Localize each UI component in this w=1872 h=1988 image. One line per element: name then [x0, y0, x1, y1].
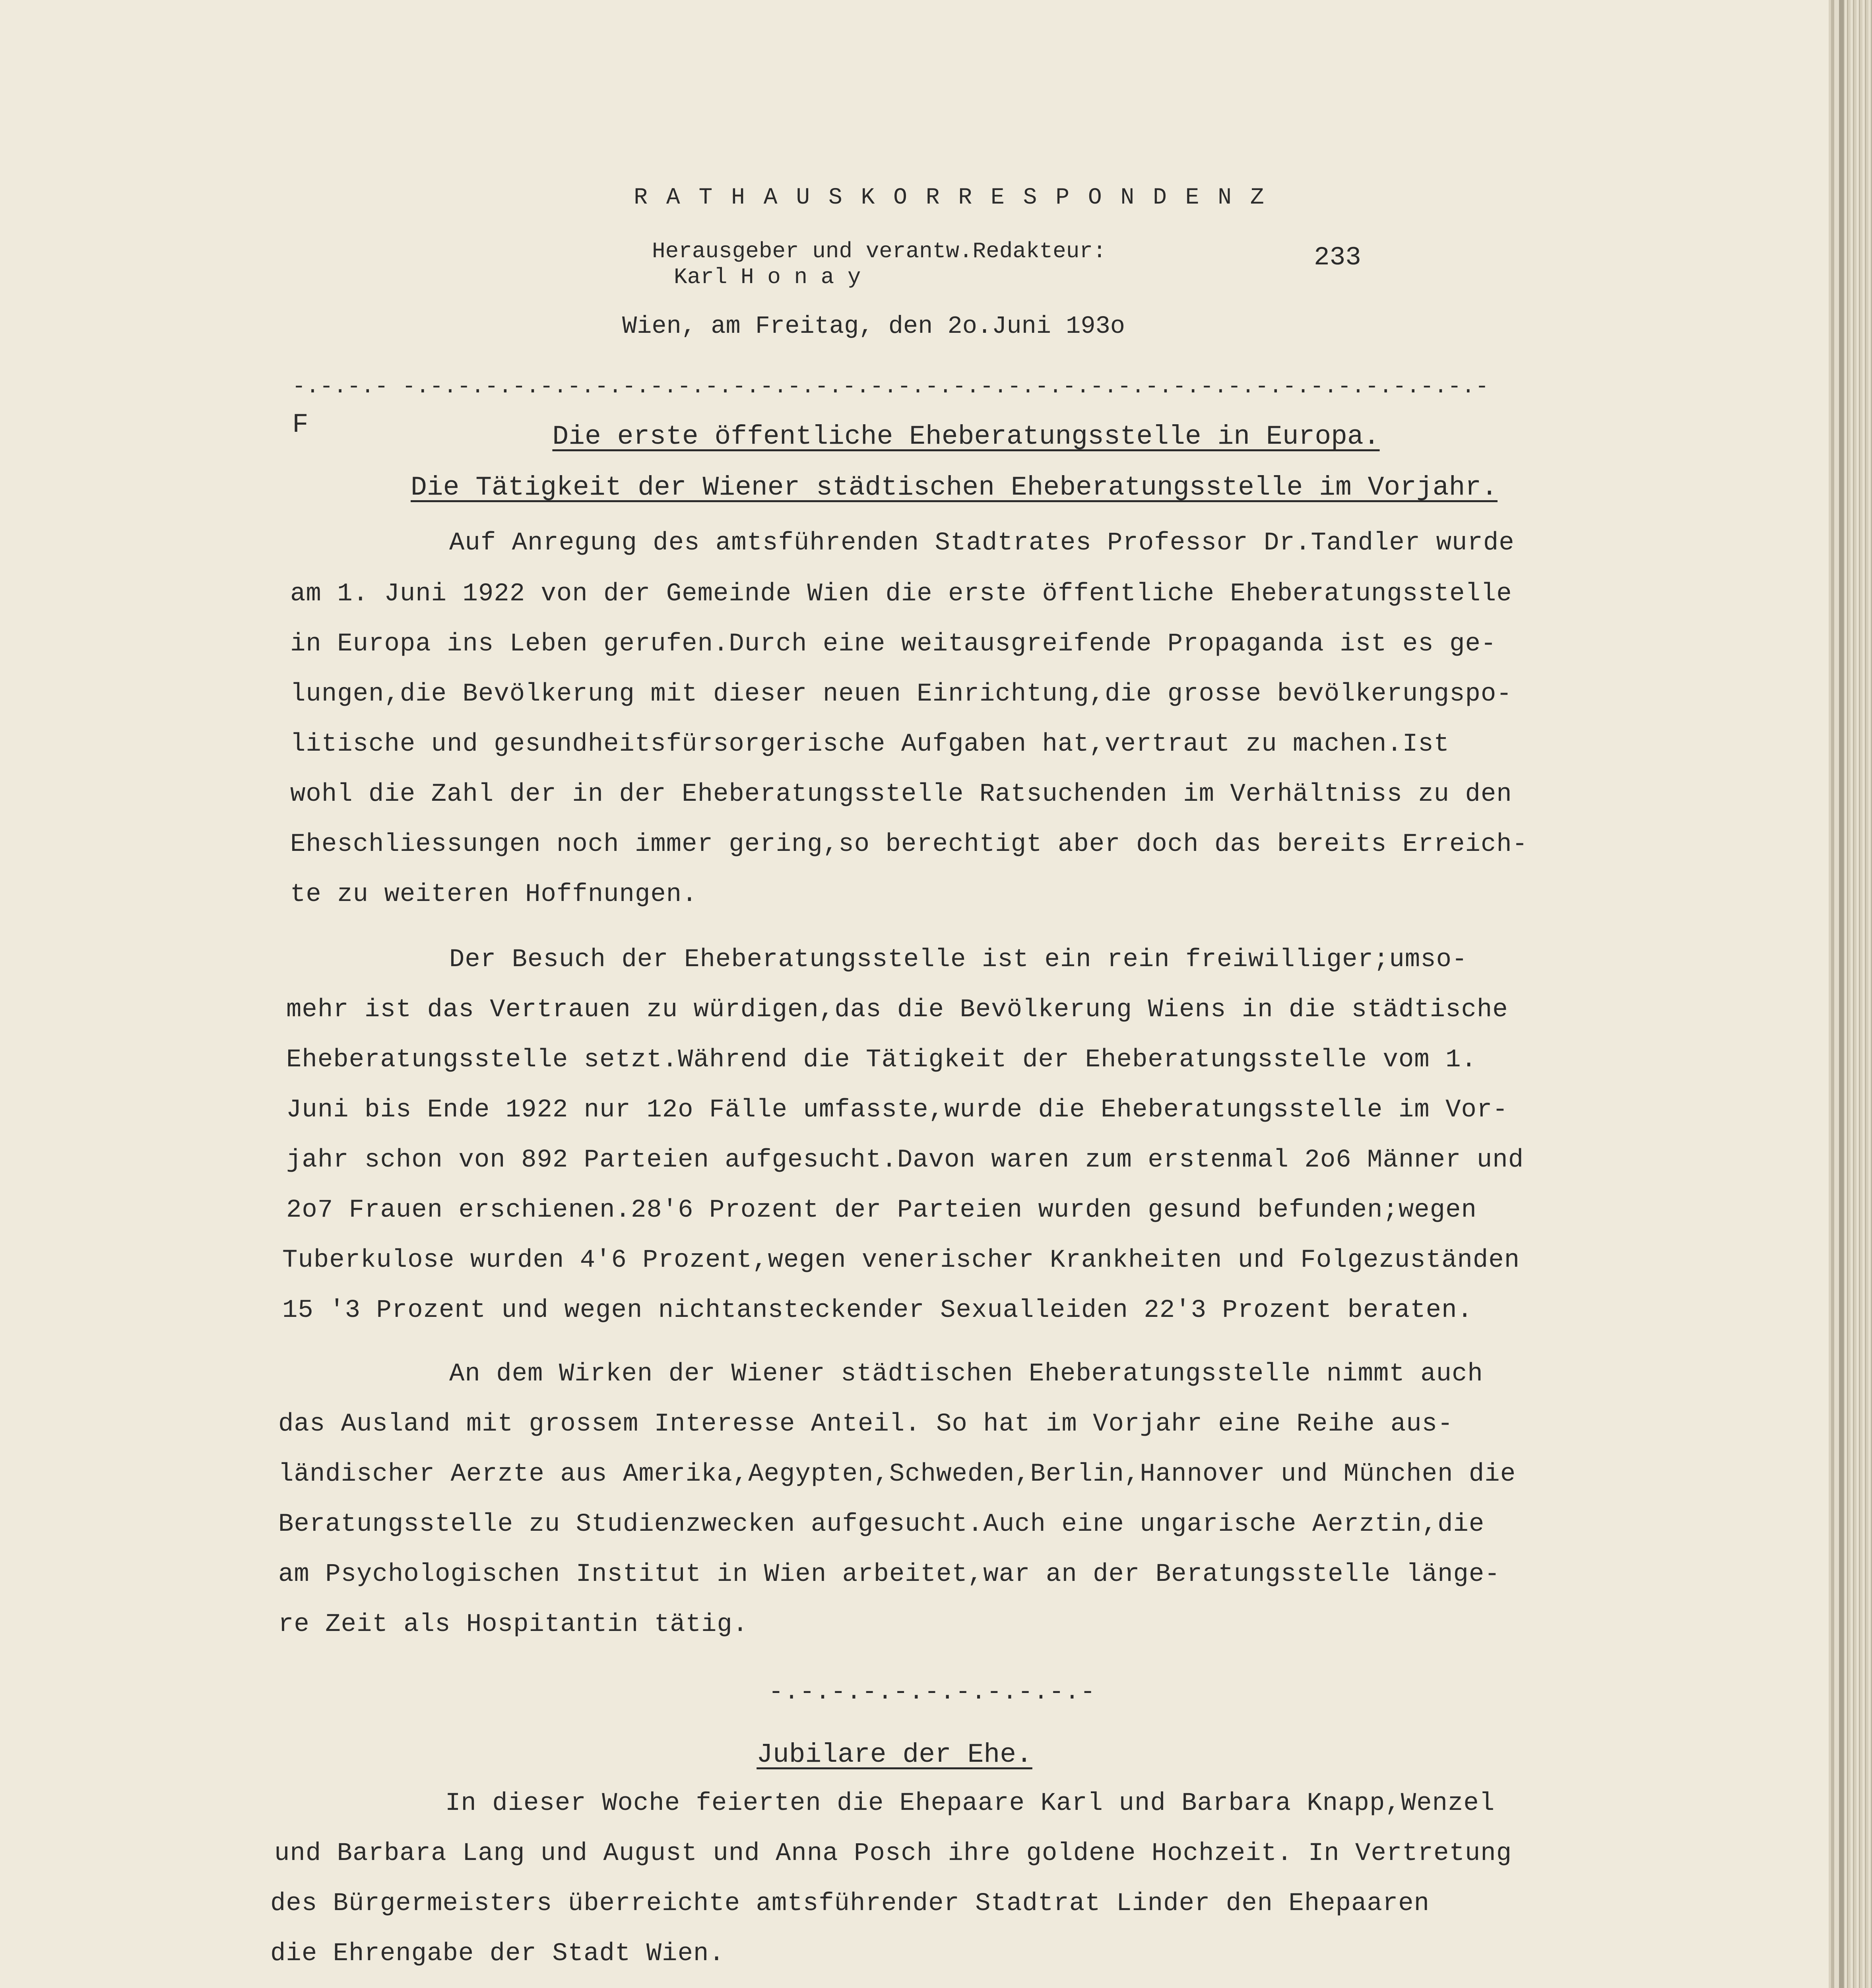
text-line: re Zeit als Hospitantin tätig. — [278, 1610, 749, 1639]
text-line: Der Besuch der Eheberatungsstelle ist ein rein freiwilliger;umso- — [449, 945, 1468, 974]
text-line: und Barbara Lang und August und Anna Posch ihre goldene Hochzeit. In Vertretung — [274, 1839, 1512, 1868]
text-line: 15 '3 Prozent und wegen nichtansteckender Sexualleiden 22'3 Prozent beraten. — [282, 1296, 1473, 1325]
text-line: lungen,die Bevölkerung mit dieser neuen Einrichtung,die grosse bevölkerungspo- — [290, 680, 1512, 709]
text-line: jahr schon von 892 Parteien aufgesucht.Davon waren zum erstenmal 2o6 Männer und — [286, 1146, 1524, 1175]
text-line: mehr ist das Vertrauen zu würdigen,das die Bevölkerung Wiens in die städtische — [286, 996, 1508, 1024]
section-marker: F — [292, 410, 308, 440]
page-stack-edge — [1845, 0, 1872, 1988]
issue-date: Wien, am Freitag, den 2o.Juni 193o — [622, 312, 1125, 340]
article-subheadline: Die Tätigkeit der Wiener städtischen Eheberatungsstelle im Vorjahr. — [410, 472, 1498, 503]
text-line: am 1. Juni 1922 von der Gemeinde Wien die erste öffentliche Eheberatungsstelle — [290, 580, 1512, 608]
masthead-title: R A T H A U S K O R R E S P O N D E N Z — [634, 185, 1267, 211]
text-line: das Ausland mit grossem Interesse Anteil. So hat im Vorjahr eine Reihe aus- — [278, 1410, 1453, 1439]
text-line: in Europa ins Leben gerufen.Durch eine weitausgreifende Propaganda ist es ge- — [290, 630, 1497, 658]
text-line: Beratungsstelle zu Studienzwecken aufgesucht.Auch eine ungarische Aerztin,die — [278, 1510, 1485, 1539]
masthead-editor: Karl H o n a y — [674, 264, 861, 290]
text-line: te zu weiteren Hoffnungen. — [290, 880, 698, 909]
text-line: An dem Wirken der Wiener städtischen Eheberatungsstelle nimmt auch — [449, 1360, 1483, 1388]
text-line: In dieser Woche feierten die Ehepaare Karl und Barbara Knapp,Wenzel — [445, 1789, 1495, 1818]
text-line: des Bürgermeisters überreichte amtsführender Stadtrat Linder den Ehepaaren — [270, 1889, 1430, 1918]
text-line: Auf Anregung des amtsführenden Stadtrates Professor Dr.Tandler wurde — [449, 529, 1515, 557]
text-line: am Psychologischen Institut in Wien arbeitet,war an der Beratungsstelle länge- — [278, 1560, 1500, 1589]
text-line: Eheberatungsstelle setzt.Während die Tätigkeit der Eheberatungsstelle vom 1. — [286, 1046, 1477, 1074]
text-line: ländischer Aerzte aus Amerika,Aegypten,Schweden,Berlin,Hannover und München die — [278, 1460, 1516, 1489]
text-line: Eheschliessungen noch immer gering,so berechtigt aber doch das bereits Erreich- — [290, 830, 1528, 859]
text-line: Tuberkulose wurden 4'6 Prozent,wegen venerischer Krankheiten und Folgezuständen — [282, 1246, 1520, 1275]
text-line: 2o7 Frauen erschienen.28'6 Prozent der Parteien wurden gesund befunden;wegen — [286, 1196, 1477, 1225]
page-number: 233 — [1314, 243, 1361, 272]
text-line: wohl die Zahl der in der Eheberatungsstelle Ratsuchenden im Verhältniss zu den — [290, 780, 1512, 809]
text-line: die Ehrengabe der Stadt Wien. — [270, 1939, 725, 1968]
jubilee-headline: Jubilare der Ehe. — [757, 1740, 1032, 1770]
masthead-publisher: Herausgeber und verantw.Redakteur: — [652, 239, 1106, 264]
text-line: Juni bis Ende 1922 nur 12o Fälle umfasste,wurde die Eheberatungsstelle im Vor- — [286, 1096, 1508, 1124]
article-headline: Die erste öffentliche Eheberatungsstelle in Europa. — [552, 421, 1380, 452]
mid-separator: -.-.-.-.-.-.-.-.-.-.- — [768, 1678, 1096, 1706]
top-separator: -.-.-.- -.-.-.-.-.-.-.-.-.-.-.-.-.-.-.-.-.-.-.-.-.-.-.-.-.-.-.-.-.-.-.-.-.-.-.-.-.-.-.- — [292, 374, 1489, 399]
text-line: litische und gesundheitsfürsorgerische Aufgaben hat,vertraut zu machen.Ist — [290, 730, 1450, 759]
